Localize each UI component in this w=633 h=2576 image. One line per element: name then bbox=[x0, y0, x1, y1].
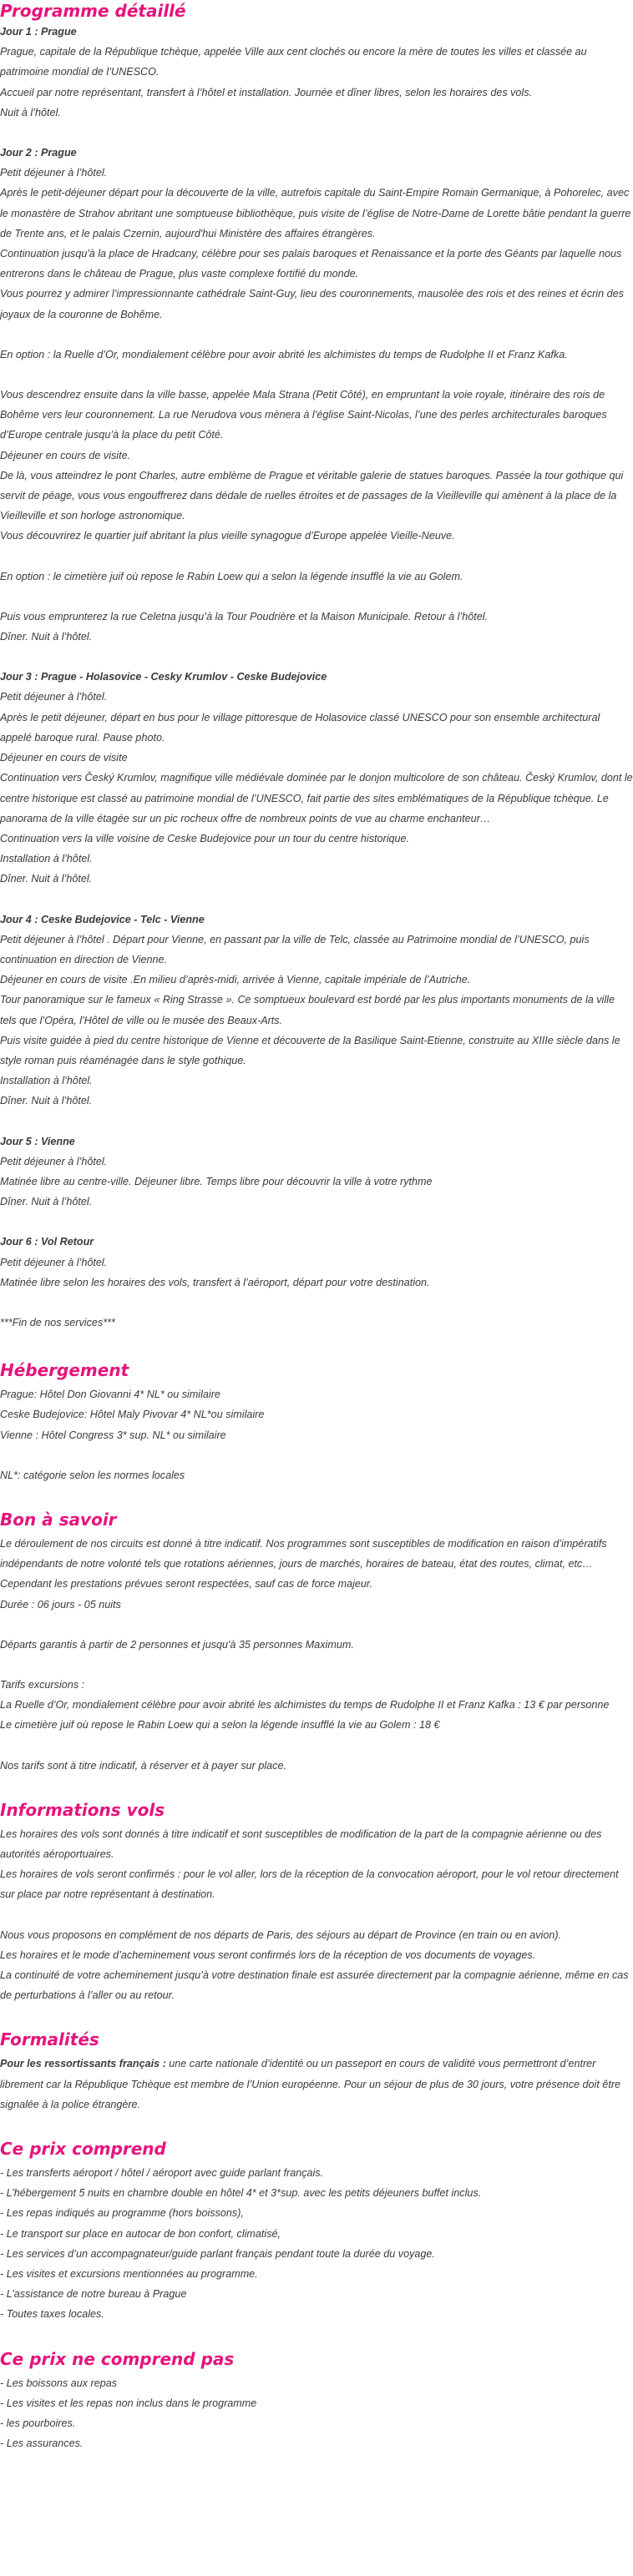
day-text: En option : la Ruelle d’Or, mondialement célèbre pour avoir abrité les alchimistes du temps de Rudolphe II et Franz Kafka. bbox=[0, 348, 568, 360]
excluded-item: - Les assurances. bbox=[0, 2437, 84, 2450]
hebergement-title: Hébergement bbox=[0, 1360, 129, 1381]
rates-note: Nos tarifs sont à titre indicatif, à réserver et à payer sur place. bbox=[0, 1759, 286, 1772]
formalites-bold: Pour les ressortissants français : bbox=[0, 2058, 166, 2070]
day-heading: Jour 1 : Prague bbox=[0, 26, 77, 38]
day-text: Déjeuner en cours de visite bbox=[0, 752, 128, 764]
included-item: - L’hébergement 5 nuits en chambre double en hôtel 4* et 3*sup. avec les petits déjeuners buffet inclus. bbox=[0, 2187, 482, 2200]
day-text: Matinée libre au centre-ville. Déjeuner libre. Temps libre pour découvrir la ville à votre rythme bbox=[0, 1175, 433, 1187]
day-text: De là, vous atteindrez le pont Charles, autre emblème de Prague et véritable galerie de statues baroques. Passée la tour gothique qui servit de péage, vous vous engouffrerez dans dédale de ruelles étroites et de passages de la Vieilleville qui amènent à la place de la Vieilleville et son horloge astronomique. bbox=[0, 469, 624, 522]
prix-ne-comprend-list bbox=[0, 2373, 633, 2454]
day-text: Petit déjeuner à l’hôtel. bbox=[0, 167, 108, 179]
day-text: Continuation vers la ville voisine de Ceske Budejovice pour un tour du centre historique. bbox=[0, 832, 410, 844]
day-text: Matinée libre selon les horaires des vols, transfert à l’aéroport, départ pour votre destination. bbox=[0, 1276, 430, 1288]
day-heading: Jour 6 : Vol Retour bbox=[0, 1236, 94, 1248]
hebergement-section bbox=[0, 1359, 633, 1485]
day-text: Accueil par notre représentant, transfert à l’hôtel et installation. Journée et dîner libres, selon les horaires des vols. bbox=[0, 86, 533, 98]
day-text: Dîner. Nuit à l’hôtel. bbox=[0, 1095, 93, 1107]
included-item: - L’assistance de notre bureau à Prague bbox=[0, 2288, 187, 2301]
included-item: - Les repas indiqués au programme (hors boissons), bbox=[0, 2207, 244, 2220]
day-text: Puis vous emprunterez la rue Celetna jusqu’à la Tour Poudrière et la Maison Municipale. Retour à l’hôtel. bbox=[0, 610, 489, 623]
day-text: Puis visite guidée à pied du centre historique de Vienne et découverte de la Basilique Saint-Etienne, construite au XIIIe siècle dans le style roman puis réaménagée dans le style gothique. bbox=[0, 1034, 620, 1066]
included-item: - Les services d’un accompagnateur/guide parlant français pendant toute la durée du voyage. bbox=[0, 2247, 435, 2260]
hebergement-body bbox=[0, 1384, 633, 1485]
formalites-rest: une carte nationale d’identité ou un passeport en cours de validité vous permettront d’entrer librement car la République Tchèque est membre de l’Union européenne. Pour un séjour de plus de 30 jours, votre présence doit être signalée à la police étrangère. bbox=[0, 2058, 621, 2110]
bon-a-savoir-section bbox=[0, 1509, 633, 1776]
day-text: Après le petit-déjeuner départ pour la découverte de la ville, autrefois capitale du Saint-Empire Romain Germanique, à Pohorelec, avec le monastère de Strahov abritant une somptueuse bibliothèque, puis visite de l’église de Notre-Dame de Lorette bâtie pendant la guerre de Trente ans, et le palais Czernin, aujourd'hui Ministère des affaires étrangères. bbox=[0, 187, 631, 239]
informations-vols-section bbox=[0, 1799, 633, 2006]
day-text: Continuation vers Český Krumlov, magnifique ville médiévale dominée par le donjon multicolore de son château. Český Krumlov, dont le centre historique est classé au patrimoine mondial de l’UNESCO, fait partie des sites emblématiques de la République tchèque. Le panorama de la ville étagée sur un pic rocheux offre de nombreux points de vue au charme enchanteur… bbox=[0, 772, 633, 824]
duration-text: Durée : 06 jours - 05 nuits bbox=[0, 1598, 121, 1611]
norms-note: NL*: catégorie selon les normes locales bbox=[0, 1469, 185, 1481]
departures-text: Départs garantis à partir de 2 personnes et jusqu'à 35 personnes Maximum. bbox=[0, 1638, 354, 1651]
day-text: Installation à l’hôtel. bbox=[0, 853, 93, 865]
day-text: Continuation jusqu'à la place de Hradcany, célèbre pour ses palais baroques et Renaissance et la porte des Géants par laquelle nous entrerons dans le château de Prague, plus vaste complexe fortifié du monde. bbox=[0, 248, 622, 280]
excursion-rate: Le cimetière juif où repose le Rabin Loew qui a selon la légende insufflé la vie au Golem : 18 € bbox=[0, 1719, 440, 1732]
programme-title: Programme détaillé bbox=[0, 1, 186, 21]
day-text: Vous descendrez ensuite dans la ville basse, appelée Mala Strana (Petit Côté), en empruntant la voie royale, itinéraire des rois de Bohême vers leur couronnement. La rue Nerudova vous mènera à l’église Saint-Nicolas, l’une des perles architecturales baroques d’Europe centrale jusqu’à la place du petit Côté. bbox=[0, 389, 607, 441]
included-item: - Le transport sur place en autocar de bon confort, climatisé, bbox=[0, 2227, 281, 2240]
included-item: - Les visites et excursions mentionnées au programme. bbox=[0, 2268, 258, 2281]
excluded-item: - les pourboires. bbox=[0, 2417, 76, 2430]
prix-ne-comprend-title: Ce prix ne comprend pas bbox=[0, 2348, 235, 2369]
day-heading: Jour 2 : Prague bbox=[0, 147, 77, 159]
hotel-line: Ceske Budejovice: Hôtel Maly Pivovar 4* NL*ou similaire bbox=[0, 1409, 265, 1421]
day-text: Dîner. Nuit à l’hôtel. bbox=[0, 1196, 93, 1208]
hotel-line: Vienne : Hôtel Congress 3* sup. NL* ou similaire bbox=[0, 1429, 226, 1441]
excluded-item: - Les boissons aux repas bbox=[0, 2377, 118, 2389]
flight-info-text: Les horaires des vols sont donnés à titre indicatif et sont susceptibles de modification de la part de la compagnie aérienne ou des autorités aéroportuaires. bbox=[0, 1827, 602, 1861]
excursion-rate: La Ruelle d’Or, mondialement célèbre pour avoir abrité les alchimistes du temps de Rudolphe II et Franz Kafka : 13 € par personne bbox=[0, 1699, 610, 1711]
day-text: En option : le cimetière juif où repose le Rabin Loew qui a selon la légende insufflé la vie au Golem. bbox=[0, 570, 463, 582]
excluded-item: - Les visites et les repas non inclus dans le programme bbox=[0, 2397, 257, 2409]
flight-info-text: Nous vous proposons en complément de nos départs de Paris, des séjours au départ de Province (en train ou en avion). bbox=[0, 1928, 562, 1941]
prix-ne-comprend-section bbox=[0, 2348, 633, 2454]
prix-comprend-section bbox=[0, 2138, 633, 2325]
day-text: Installation à l’hôtel. bbox=[0, 1075, 93, 1087]
included-item: - Les transferts aéroport / hôtel / aéroport avec guide parlant français. bbox=[0, 2167, 324, 2180]
formalites-section bbox=[0, 2029, 633, 2115]
day-text: Petit déjeuner à l’hôtel. bbox=[0, 1256, 108, 1268]
day-text: Petit déjeuner à l’hôtel. bbox=[0, 1155, 108, 1167]
excursion-rates-heading: Tarifs excursions : bbox=[0, 1679, 85, 1691]
bon-a-savoir-title: Bon à savoir bbox=[0, 1509, 117, 1530]
day-text: Tour panoramique sur le fameux « Ring Strasse ». Ce somptueux boulevard est bordé par les plus importants monuments de la ville tels que l’Opéra, l’Hôtel de ville ou le musée des Beaux-Arts. bbox=[0, 994, 615, 1026]
flight-info-text: Les horaires de vols seront confirmés : pour le vol aller, lors de la réception de la convocation aéroport, pour le vol retour directement sur place par notre représentant à destination. bbox=[0, 1868, 619, 1901]
hotel-line: Prague: Hôtel Don Giovanni 4* NL* ou similaire bbox=[0, 1389, 220, 1401]
day-text: Dîner. Nuit à l’hôtel. bbox=[0, 631, 93, 643]
day-text: Dîner. Nuit à l’hôtel. bbox=[0, 873, 93, 885]
day-text: Nuit à l’hôtel. bbox=[0, 106, 61, 118]
day-text: Vous pourrez y admirer l’impressionnante cathédrale Saint-Guy, lieu des couronnements, mausolée des rois et des reines et écrin des joyaux de la couronne de Bohême. bbox=[0, 288, 624, 320]
included-item: - Toutes taxes locales. bbox=[0, 2308, 104, 2321]
formalites-text bbox=[0, 2054, 633, 2115]
day-text: Vous découvrirez le quartier juif abritant la plus vieille synagogue d’Europe appelée Vieille-Neuve. bbox=[0, 530, 455, 542]
day-heading: Jour 5 : Vienne bbox=[0, 1135, 75, 1147]
informations-vols-body bbox=[0, 1824, 633, 2006]
programme-body bbox=[0, 22, 633, 1293]
formalites-title: Formalités bbox=[0, 2029, 99, 2050]
day-text: Déjeuner en cours de visite .En milieu d’après-midi, arrivée à Vienne, capitale impériale de l’Autriche. bbox=[0, 974, 471, 986]
day-text: Après le petit déjeuner, départ en bus pour le village pittoresque de Holasovice classé UNESCO pour son ensemble architectural appelé baroque rural. Pause photo. bbox=[0, 711, 600, 744]
day-heading: Jour 4 : Ceske Budejovice - Telc - Vienne bbox=[0, 913, 205, 925]
informations-vols-title: Informations vols bbox=[0, 1799, 165, 1820]
day-text: Petit déjeuner à l’hôtel. bbox=[0, 691, 108, 703]
prix-comprend-list bbox=[0, 2163, 633, 2325]
disclaimer-text: Le déroulement de nos circuits est donné à titre indicatif. Nos programmes sont susceptibles de modification en raison d’impératifs indépendants de notre volonté tels que rotations aériennes, jours de marchés, horaires de bateau, état des routes, climat, etc… Cependant les prestations prévues seront respectées, sauf cas de force majeur. bbox=[0, 1537, 607, 1590]
programme-end-block bbox=[0, 1293, 633, 1333]
day-text: Petit déjeuner à l’hôtel . Départ pour Vienne, en passant par la ville de Telc, classée au Patrimoine mondial de l’UNESCO, puis continuation en direction de Vienne. bbox=[0, 933, 590, 965]
flight-info-text: Les horaires et le mode d’acheminement vous seront confirmés lors de la réception de vos documents de voyages. bbox=[0, 1948, 536, 1961]
formalites-body bbox=[0, 2054, 633, 2115]
bon-a-savoir-body bbox=[0, 1534, 633, 1776]
flight-info-text: La continuité de votre acheminement jusqu’à votre destination finale est assurée directement par la compagnie aérienne, même en cas de perturbations à l’aller ou au retour. bbox=[0, 1969, 629, 2002]
day-heading: Jour 3 : Prague - Holasovice - Cesky Krumlov - Ceske Budejovice bbox=[0, 671, 327, 683]
day-text: Déjeuner en cours de visite. bbox=[0, 449, 131, 461]
prix-comprend-title: Ce prix comprend bbox=[0, 2139, 166, 2160]
day-text: Prague, capitale de la République tchèque, appelée Ville aux cent clochés ou encore la mère de toutes les villes et classée au patrimoine mondial de l’UNESCO. bbox=[0, 46, 587, 78]
end-of-services: ***Fin de nos services*** bbox=[0, 1316, 115, 1328]
